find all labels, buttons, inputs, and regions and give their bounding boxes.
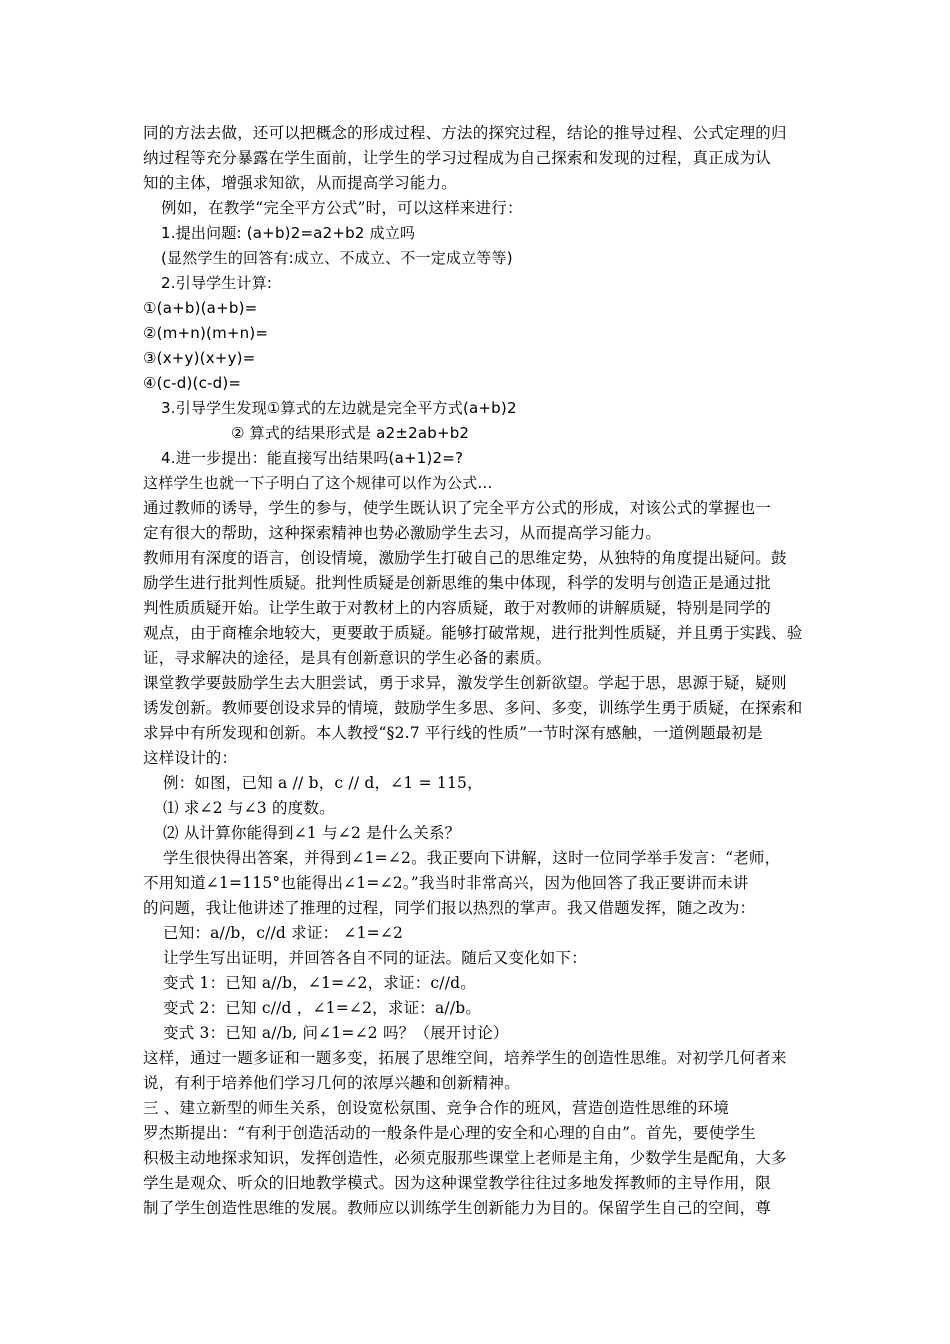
text-line: ④(c-d)(c-d)= [143,374,242,392]
text-line: ② 算式的结果形式是 a2±2ab+b2 [231,424,470,442]
text-line: 变式 3：已知 a//b, 问∠1=∠2 吗？（展开讨论） [163,1024,509,1042]
text-line: 让学生写出证明，并回答各自不同的证法。随后又变化如下： [163,949,587,967]
text-line: 的问题，我让他讲述了推理的过程，同学们报以热烈的掌声。我又借题发挥，随之改为： [143,899,756,917]
text-line: 学生是观众、听众的旧地教学模式。因为这种课堂教学往往过多地发挥教师的主导作用，限 [143,1174,772,1192]
text-line: 这样设计的： [143,749,238,767]
text-line: 罗杰斯提出：“有利于创造活动的一般条件是心理的安全和心理的自由”。首先，要使学生 [143,1124,756,1142]
text-line: 教师用有深度的语言，创设情境，激励学生打破自己的思维定势，从独特的角度提出疑问。鼓 [143,549,787,567]
text-line: 纳过程等充分暴露在学生面前，让学生的学习过程成为自己探索和发现的过程，真正成为认 [143,149,772,167]
text-line: 变式 2：已知 c//d ，∠1=∠2，求证：a//b。 [163,999,482,1017]
section-heading: 三 、建立新型的师生关系，创设宽松氛围、竞争合作的班风，营造创造性思维的环境 [143,1099,730,1117]
text-line: 这样，通过一题多证和一题多变，拓展了思维空间，培养学生的创造性思维。对初学几何者来 [143,1049,787,1067]
text-line: ⑵ 从计算你能得到∠1 与∠2 是什么关系？ [163,824,461,842]
text-line: 积极主动地探求知识，发挥创造性，必须克服那些课堂上老师是主角，少数学生是配角，大多 [143,1149,787,1167]
text-line: ①(a+b)(a+b)= [143,299,258,317]
text-line: 励学生进行批判性质疑。批判性质疑是创新思维的集中体现，科学的发明与创造正是通过批 [143,574,772,592]
text-line: 通过教师的诱导，学生的参与，使学生既认识了完全平方公式的形成，对该公式的掌握也一 [143,499,772,517]
text-line: 同的方法去做，还可以把概念的形成过程、方法的探究过程，结论的推导过程、公式定理的归 [143,124,787,142]
text-line: 观点，由于商榷余地较大，更要敢于质疑。能够打破常规，进行批判性质疑，并且勇于实践、验 [143,624,803,642]
text-line: 变式 1：已知 a//b，∠1=∠2，求证：c//d。 [163,974,476,992]
text-line: 已知：a//b，c//d 求证： ∠1=∠2 [163,924,404,942]
text-line: ⑴ 求∠2 与∠3 的度数。 [163,799,335,817]
text-line: 这样学生也就一下子明白了这个规律可以作为公式… [143,474,493,492]
text-line: 学生很快得出答案，并得到∠1=∠2。我正要向下讲解，这时一位同学举手发言：“老师， [163,849,781,867]
text-line: ③(x+y)(x+y)= [143,349,256,367]
text-line: 证，寻求解决的途径，是具有创新意识的学生必备的素质。 [143,649,552,667]
text-line: 判性质质疑开始。让学生敢于对教材上的内容质疑，敢于对教师的讲解质疑，特别是同学的 [143,599,772,617]
text-line: 知的主体，增强求知欲，从而提高学习能力。 [143,174,458,192]
text-line: 4.进一步提出：能直接写出结果吗(a+1)2=? [161,449,464,467]
text-line: 例：如图，已知 a // b，c // d，∠1 = 115， [163,774,483,792]
text-line: 制了学生创造性思维的发展。教师应以训练学生创新能力为目的。保留学生自己的空间，尊 [143,1199,772,1217]
text-line: 2.引导学生计算: [161,274,273,292]
text-line: 3.引导学生发现①算式的左边就是完全平方式(a+b)2 [161,399,517,417]
text-line: 例如，在教学“完全平方公式”时，可以这样来进行： [161,199,523,217]
text-line: 诱发创新。教师要创设求异的情境，鼓励学生多思、多问、多变，训练学生勇于质疑，在探索和 [143,699,803,717]
text-line: 不用知道∠1=115°也能得出∠1=∠2。”我当时非常高兴，因为他回答了我正要讲而未讲 [143,874,749,892]
text-line: 定有很大的帮助，这种探索精神也势必激励学生去习，从而提高学习能力。 [143,524,662,542]
text-line: (显然学生的回答有:成立、不成立、不一定成立等等) [161,249,513,267]
text-line: 课堂教学要鼓励学生去大胆尝试，勇于求异，激发学生创新欲望。学起于思，思源于疑，疑则 [143,674,787,692]
text-line: 1.提出问题: (a+b)2=a2+b2 成立吗 [161,224,416,242]
text-line: 说，有利于培养他们学习几何的浓厚兴趣和创新精神。 [143,1074,520,1092]
text-line: ②(m+n)(m+n)= [143,324,269,342]
text-line: 求异中有所发现和创新。本人教授“§2.7 平行线的性质”一节时深有感触，一道例题最初是 [143,724,763,742]
